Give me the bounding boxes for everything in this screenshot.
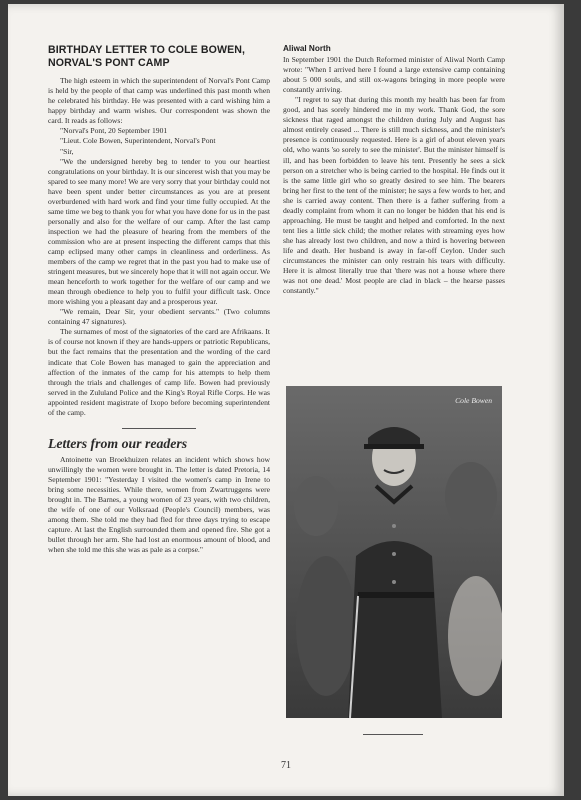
aliwal-paragraph-1: In September 1901 the Dutch Reformed minister of Aliwal North Camp wrote: "When I arrived here I found a large extensive camp containing about 5 000 souls, and still ox-wagons bringing in more people were constantly arriving. (283, 55, 505, 95)
photo-divider (363, 734, 423, 735)
book-page (8, 4, 564, 796)
portrait-photo (286, 386, 502, 718)
letter-body: "We the undersigned hereby beg to tender to you our heartiest congratulations on your birthday. It is our sincerest wish that you may be spared to see many more! We are very sorry that your birthday could not have been spent under better circumstances as you are at present overburdened with hard work and find your time fully occupied. At the same time we beg to thank you for what you have done for us in the past personally and also for the welfare of our camp. After the last camp inspection we had the pleasure of hearing from the members of the commission who are at present inspecting the different camps that this camp eclipsed many other camps in cleanliness and orderliness. As members of the camp we regret that in the past you had to make use of stringent measures, but we sincerely hope that it will not again occur. We mean henceforth to work together for the welfare of our camp and we mean through obedience to help you to fulfil your difficult task. Once more wishing you a pleasant day and a prosperous year. (48, 156, 270, 307)
letter-addressee: "Lieut. Cole Bowen, Superintendent, Norval's Pont (60, 136, 216, 146)
letter-place-date: "Norval's Pont, 20 September 1901 (60, 126, 168, 136)
section-title: Letters from our readers (48, 435, 188, 451)
reader-letter-paragraph: Antoinette van Broekhuizen relates an incident which shows how unwillingly the women were brought in. The letter is dated Pretoria, 14 September 1901: "Yesterday I visited the women's camp in Irene to bring some necessities. While there, women from Zwartruggens were brought in. The Barnes, a young women of 23 years, with two children, the wife of one of our Volksraad (People's Council) members, was among them. She told me they had fled for three days trying to escape capture. At last the English surrounded them and opened fire. She got a bullet through her arm. She had lost an enormous amount of blood, and when she told me this she was as pale as a corpse." (48, 454, 270, 555)
letter-closing: "We remain, Dear Sir, your obedient servants." (Two columns containing 47 signatures). (48, 307, 270, 327)
left-column (48, 44, 270, 555)
portrait-photo-image (286, 386, 502, 718)
letter-salutation: "Sir, (60, 146, 74, 156)
subhead-aliwal-north: Aliwal North (283, 44, 331, 53)
photo-caption: Cole Bowen (455, 396, 492, 405)
intro-paragraph: The high esteem in which the superintendent of Norval's Pont Camp is held by the people of that camp was underlined this past month when he celebrated his birthday. He was presented with a card wishing him a happy birthday and warm wishes. Our correspondent was shown the card. It reads as follows: (48, 76, 270, 126)
article-headline: BIRTHDAY LETTER TO COLE BOWEN, NORVAL'S PONT CAMP (48, 44, 246, 69)
section-divider (122, 428, 196, 429)
followup-paragraph: The surnames of most of the signatories of the card are Afrikaans. It is of course not known if they are hands-uppers or patriotic Republicans, but the fact remains that the presentation and the wording of the card indicate that Cole Bowen has managed to gain the appreciation and affection of the inmates of the camp for his attempts to help them through the trials and challenges of camp life. Bowen had previously served in the Zululand Police and the King's Royal Rifle Corps. He was appointed resident magistrate of Ixopo before becoming superintendent of the camp. (48, 327, 270, 417)
right-column (283, 44, 505, 296)
aliwal-paragraph-2: "I regret to say that during this month my health has been far from good, and has sorely hindered me in my work. Thank God, the sore sickness that raged amongst the children during July and August has almost entirely ceased ... There is still much sickness, and the minister's presence is continuously requested. Here is a girl of about eleven years old, who wants 'so sorely to see the minister'. But the minister himself is ill, and has been forbidden to leave his tent. Presently he sees a sick person on a stretcher who is being carried to the hospital. He finds out it is the same little girl who so greatly desired to see him. The bearers bring her first to the tent of the minister; he says a few words to her, and she is carried away content. Then there is a father suffering from a deadly complaint from whom it can no longer be hidden that his end is approaching. He must be taught and helped and comforted. In the next tent lies a little sick child; the mother relates with streaming eyes how she has already lost two children, and now a third is hovering between life and death. Her husband is away in far-off Ceylon. Under such circumstances the minister can only restrain his tears with difficulty. Here it is almost literally true that 'there was not a house where there was not one dead.' Most people are clad in black – the hearse passes constantly." (283, 95, 505, 296)
page-number: 71 (281, 760, 291, 771)
